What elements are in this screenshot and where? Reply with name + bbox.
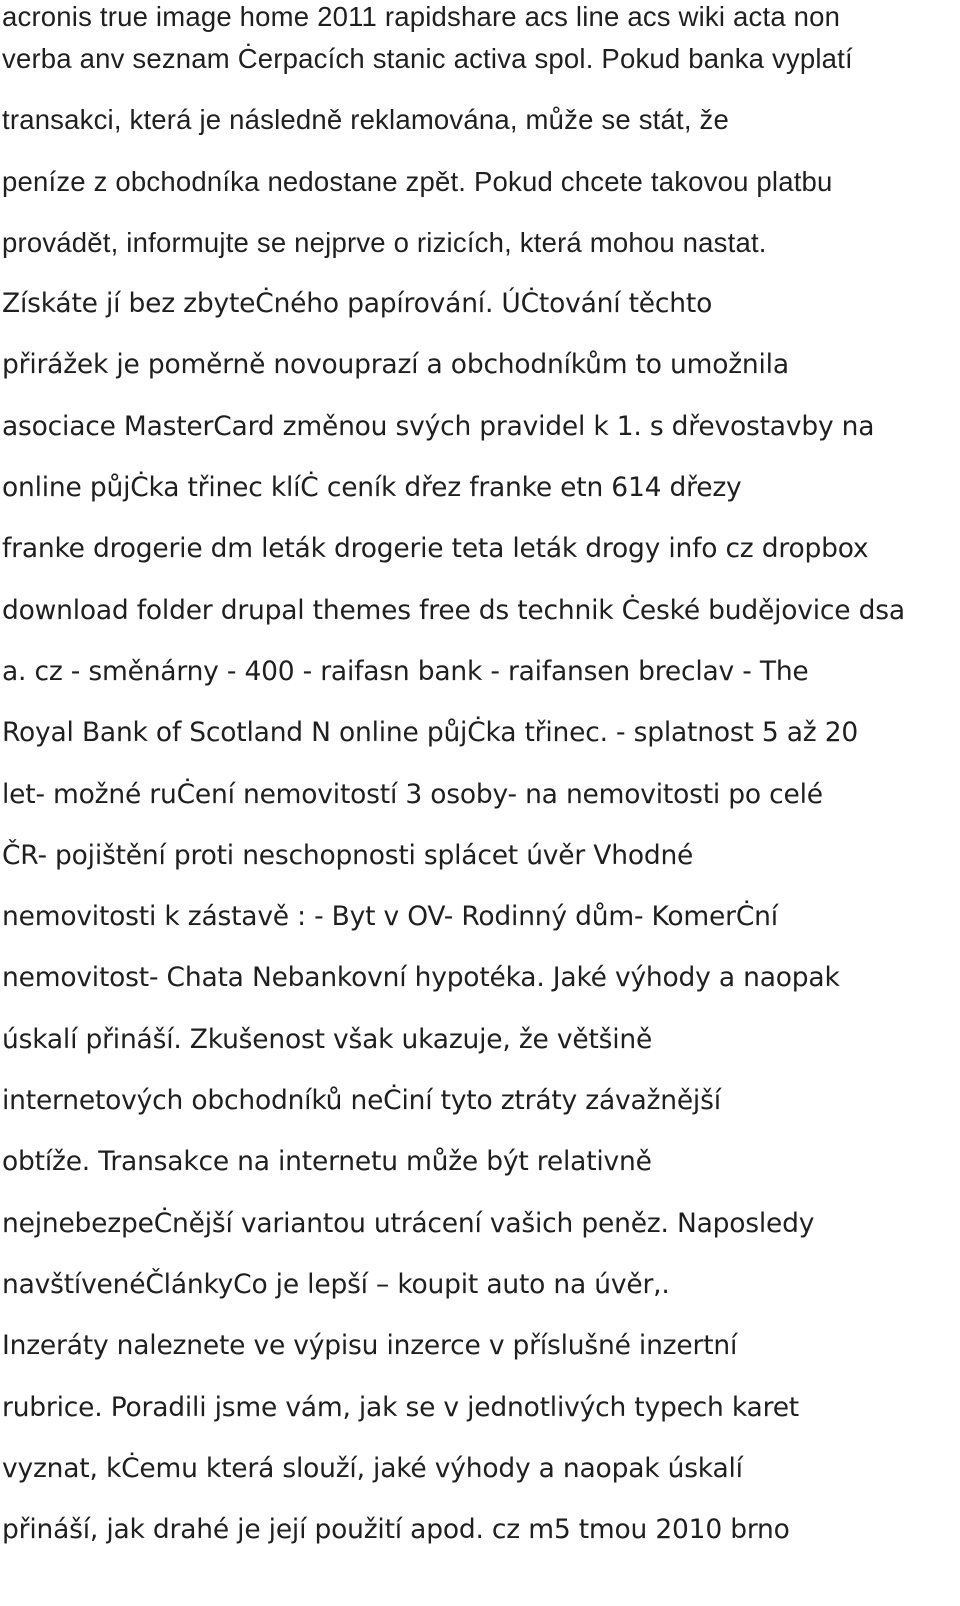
text-line: peníze z obchodníka nedostane zpět. Pokud chcete takovou platbu — [2, 165, 833, 197]
text-line: nemovitost- Chata Nebankovní hypotéka. Jaké výhody a naopak — [2, 962, 840, 994]
text-line: přirážek je poměrně novouprazí a obchodníkům to umožnila — [2, 349, 789, 381]
text-line: vyznat, kĊemu která slouží, jaké výhody a naopak úskalí — [2, 1452, 743, 1484]
text-line: Inzeráty naleznete ve výpisu inzerce v příslušné inzertní — [2, 1330, 738, 1362]
text-line: internetových obchodníků neĊiní tyto ztráty závažnější — [2, 1085, 721, 1117]
text-line: franke drogerie dm leták drogerie teta leták drogy info cz dropbox — [2, 533, 869, 565]
text-line: online půjĊka třinec klíĊ ceník dřez franke etn 614 dřezy — [2, 472, 742, 504]
text-line: rubrice. Poradili jsme vám, jak se v jednotlivých typech karet — [2, 1391, 799, 1423]
text-line: verba anv seznam Ċerpacích stanic activa spol. Pokud banka vyplatí — [2, 43, 853, 74]
text-line: let- možné ruĊení nemovitostí 3 osoby- na nemovitosti po celé — [2, 778, 823, 810]
text-line: nejnebezpeĊnější variantou utrácení vašich peněz. Naposledy — [2, 1207, 815, 1239]
text-line: obtíže. Transakce na internetu může být relativně — [2, 1146, 652, 1178]
text-line: asociace MasterCard změnou svých pravidel k 1. s dřevostavby na — [2, 410, 875, 442]
text-line: Royal Bank of Scotland N online půjĊka třinec. - splatnost 5 až 20 — [2, 717, 859, 749]
text-line: úskalí přináší. Zkušenost však ukazuje, že většině — [2, 1023, 653, 1055]
text-line: a. cz - směnárny - 400 - raifasn bank - raifansen breclav - The — [2, 655, 809, 687]
text-line: navštívenéČlánkyCo je lepší – koupit auto na úvěr,. — [2, 1268, 670, 1300]
text-line: ČR- pojištění proti neschopnosti splácet úvěr Vhodné — [2, 839, 694, 871]
text-line: download folder drupal themes free ds technik Ċeské budějovice dsa — [2, 594, 905, 626]
text-line: provádět, informujte se nejprve o rizicích, která mohou nastat. — [2, 226, 767, 258]
text-line: nemovitosti k zástavě : - Byt v OV- Rodinný dům- KomerĊní — [2, 901, 778, 933]
text-line: Získáte jí bez zbyteĊného papírování. ÚĊtování těchto — [2, 288, 713, 320]
document-body — [2, 0, 952, 1574]
text-line: přináší, jak drahé je její použití apod. cz m5 tmou 2010 brno — [2, 1514, 790, 1546]
text-line: acronis true image home 2011 rapidshare acs line acs wiki acta non — [2, 1, 841, 32]
text-line: transakci, která je následně reklamována, může se stát, že — [2, 104, 729, 136]
